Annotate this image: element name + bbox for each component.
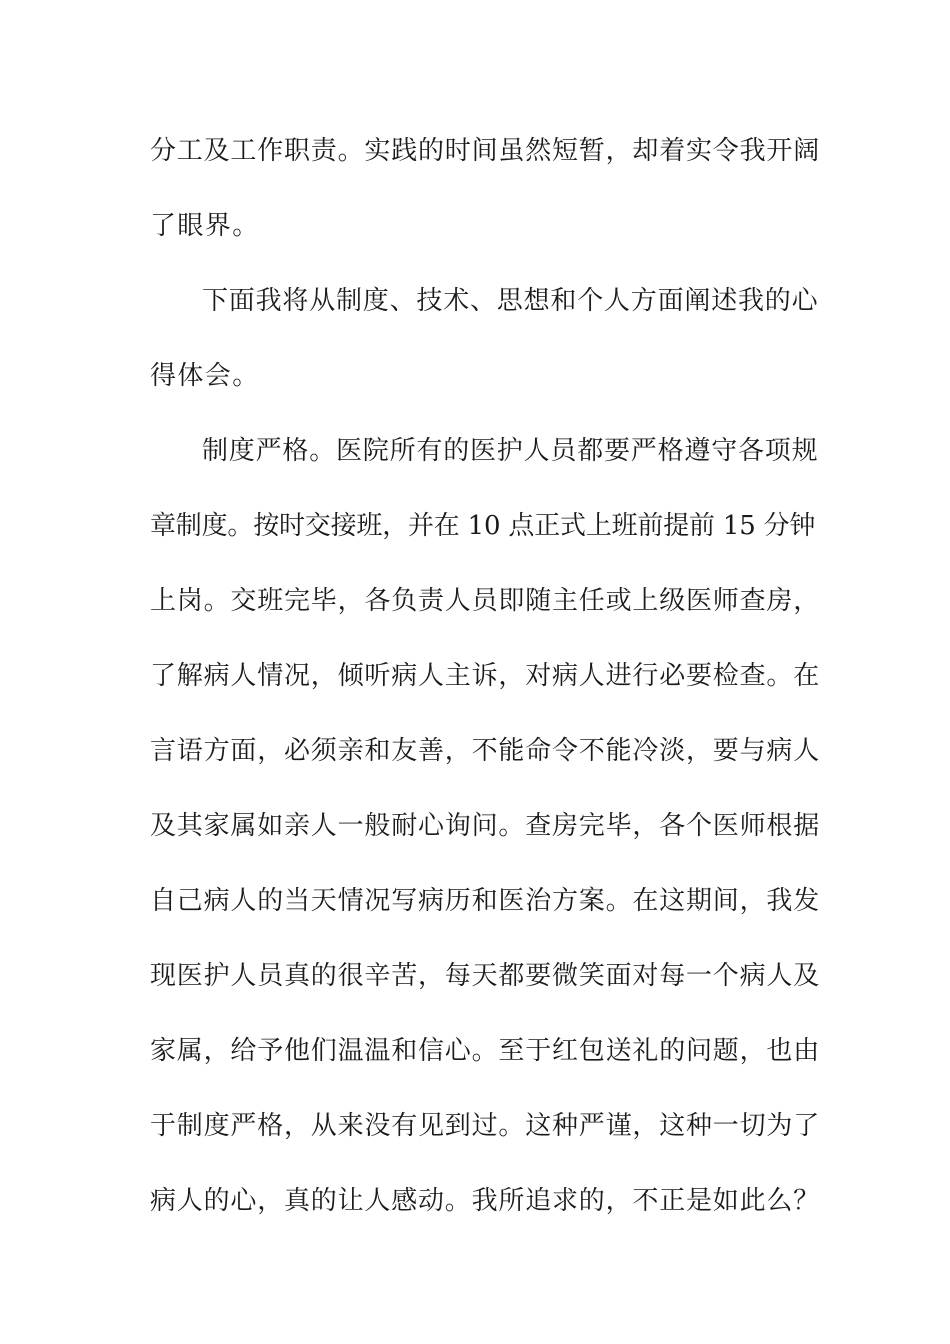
text-line: 病人的心，真的让人感动。我所追求的，不正是如此么？ [150,1186,821,1216]
text-line: 分工及工作职责。实践的时间虽然短暂，却着实令我开阔 [150,136,821,166]
text-line: 上岗。交班完毕，各负责人员即随主任或上级医师查房， [150,586,821,616]
text-line: 现医护人员真的很辛苦，每天都要微笑面对每一个病人及 [150,961,821,991]
paragraph-first-line: 下面我将从制度、技术、思想和个人方面阐述我的心 [202,286,819,316]
text-line: 及其家属如亲人一般耐心询问。查房完毕，各个医师根据 [150,811,821,841]
text-line: 得体会。 [150,361,260,391]
text-line: 言语方面，必须亲和友善，不能命令不能冷淡，要与病人 [150,736,821,766]
text-line: 了眼界。 [150,211,260,241]
text-line: 了解病人情况，倾听病人主诉，对病人进行必要检查。在 [150,661,821,691]
paragraph-first-line: 制度严格。医院所有的医护人员都要严格遵守各项规 [202,436,819,466]
text-line: 自己病人的当天情况写病历和医治方案。在这期间，我发 [150,886,821,916]
text-line: 章制度。按时交接班，并在 10 点正式上班前提前 15 分钟 [150,511,816,541]
text-line: 家属，给予他们温温和信心。至于红包送礼的问题，也由 [150,1036,821,1066]
text-line: 于制度严格，从来没有见到过。这种严谨，这种一切为了 [150,1111,821,1141]
